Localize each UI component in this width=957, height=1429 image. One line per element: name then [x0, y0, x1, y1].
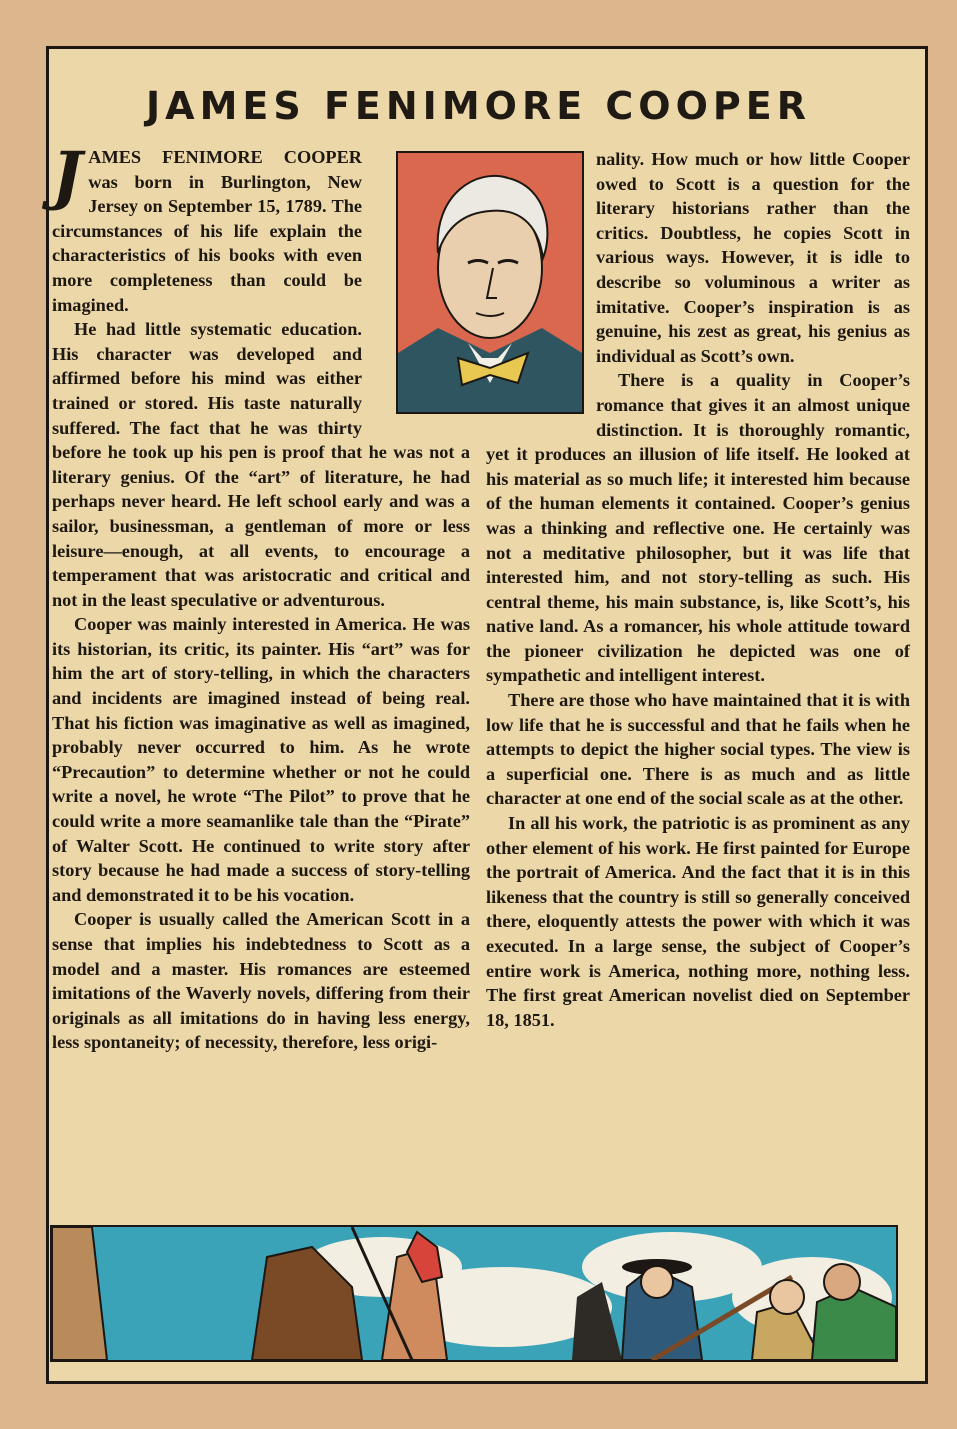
paragraph: There are those who have maintained that it is with low life that he is successful and that he fails when he attempts to depict the higher social types. The view is a superficial one. There is as much and as little character at one end of the social scale as at the other.: [486, 690, 910, 809]
paragraph: He had little systematic education. His character was developed and affirmed before his mind was either trained or stored. His taste naturally suffered. The fact that he was thirty before he took up his pen is proof that he was not a literary genius. Of the “art” of literature, he had perhaps never heard. He left school early and was a sailor, businessman, a gentleman of more or less leisure—enough, at all events, to encourage a temperament that was aristocratic and critical and not in the least speculative or adventurous.: [52, 319, 470, 610]
frontier-characters-illustration: [50, 1225, 898, 1362]
paragraph: AMES FENIMORE COOPER was born in Burlington, New Jersey on September 15, 1789. The circumstances of his life explain the characteristics of his books with even more completeness than could be imagined.: [52, 147, 362, 315]
right-text-column: [486, 147, 910, 1032]
paragraph: nality. How much or how little Cooper owed to Scott is a question for the literary historians rather than the critics. Doubtless, he copies Scott in various ways. However, it is idle to describe so voluminous a writer as imitative. Cooper’s inspiration is as genuine, his zest as great, his genius as individual as Scott’s own.: [596, 149, 910, 366]
paragraph: There is a quality in Cooper’s romance that gives it an almost unique distinction. It is thoroughly romantic, yet it produces an illusion of life itself. He looked at his material as so much life; it interested him because of the human elements it contained. Cooper’s genius was a thinking and reflective one. He certainly was not a meditative philosopher, but it was life that interested him, and not story-telling as such. His central theme, his main substance, is, like Scott’s, his native land. As a romancer, his whole attitude toward the pioneer civilization he depicted was one of sympathetic and intelligent interest.: [486, 370, 910, 686]
left-text-column: [52, 138, 470, 1055]
paragraph: Cooper is usually called the American Scott in a sense that implies his indebtedness to Scott as a model and a master. His romances are esteemed imitations of the Waverly novels, differing from their originals as all imitations do in having less energy, less spontaneity; of necessity, therefore, less origi-: [52, 909, 470, 1053]
paragraph: In all his work, the patriotic is as prominent as any other element of his work. He first painted for Europe the portrait of America. And the fact that it is in this likeness that the country is still so generally conceived there, eloquently attests the power with which it was executed. In a large sense, the subject of Cooper’s entire work is America, nothing more, nothing less. The first great American novelist died on September 18, 1851.: [486, 813, 910, 1030]
page-title: JAMES FENIMORE COOPER: [146, 84, 811, 128]
drop-cap: J: [52, 138, 83, 213]
paragraph: Cooper was mainly interested in America. He was its historian, its critic, its painter. His “art” was for him the art of story-telling, in which the characters and incidents are imagined instead of being real. That his fiction was imaginative as well as imagined, probably never occurred to him. As he wrote “Precaution” to determine whether or not he could write a novel, he wrote “The Pilot” to prove that he could write a more seamanlike tale than the “Pirate” of Walter Scott. He continued to write story after story because he had made a success of story-telling and demonstrated it to be his vocation.: [52, 614, 470, 905]
